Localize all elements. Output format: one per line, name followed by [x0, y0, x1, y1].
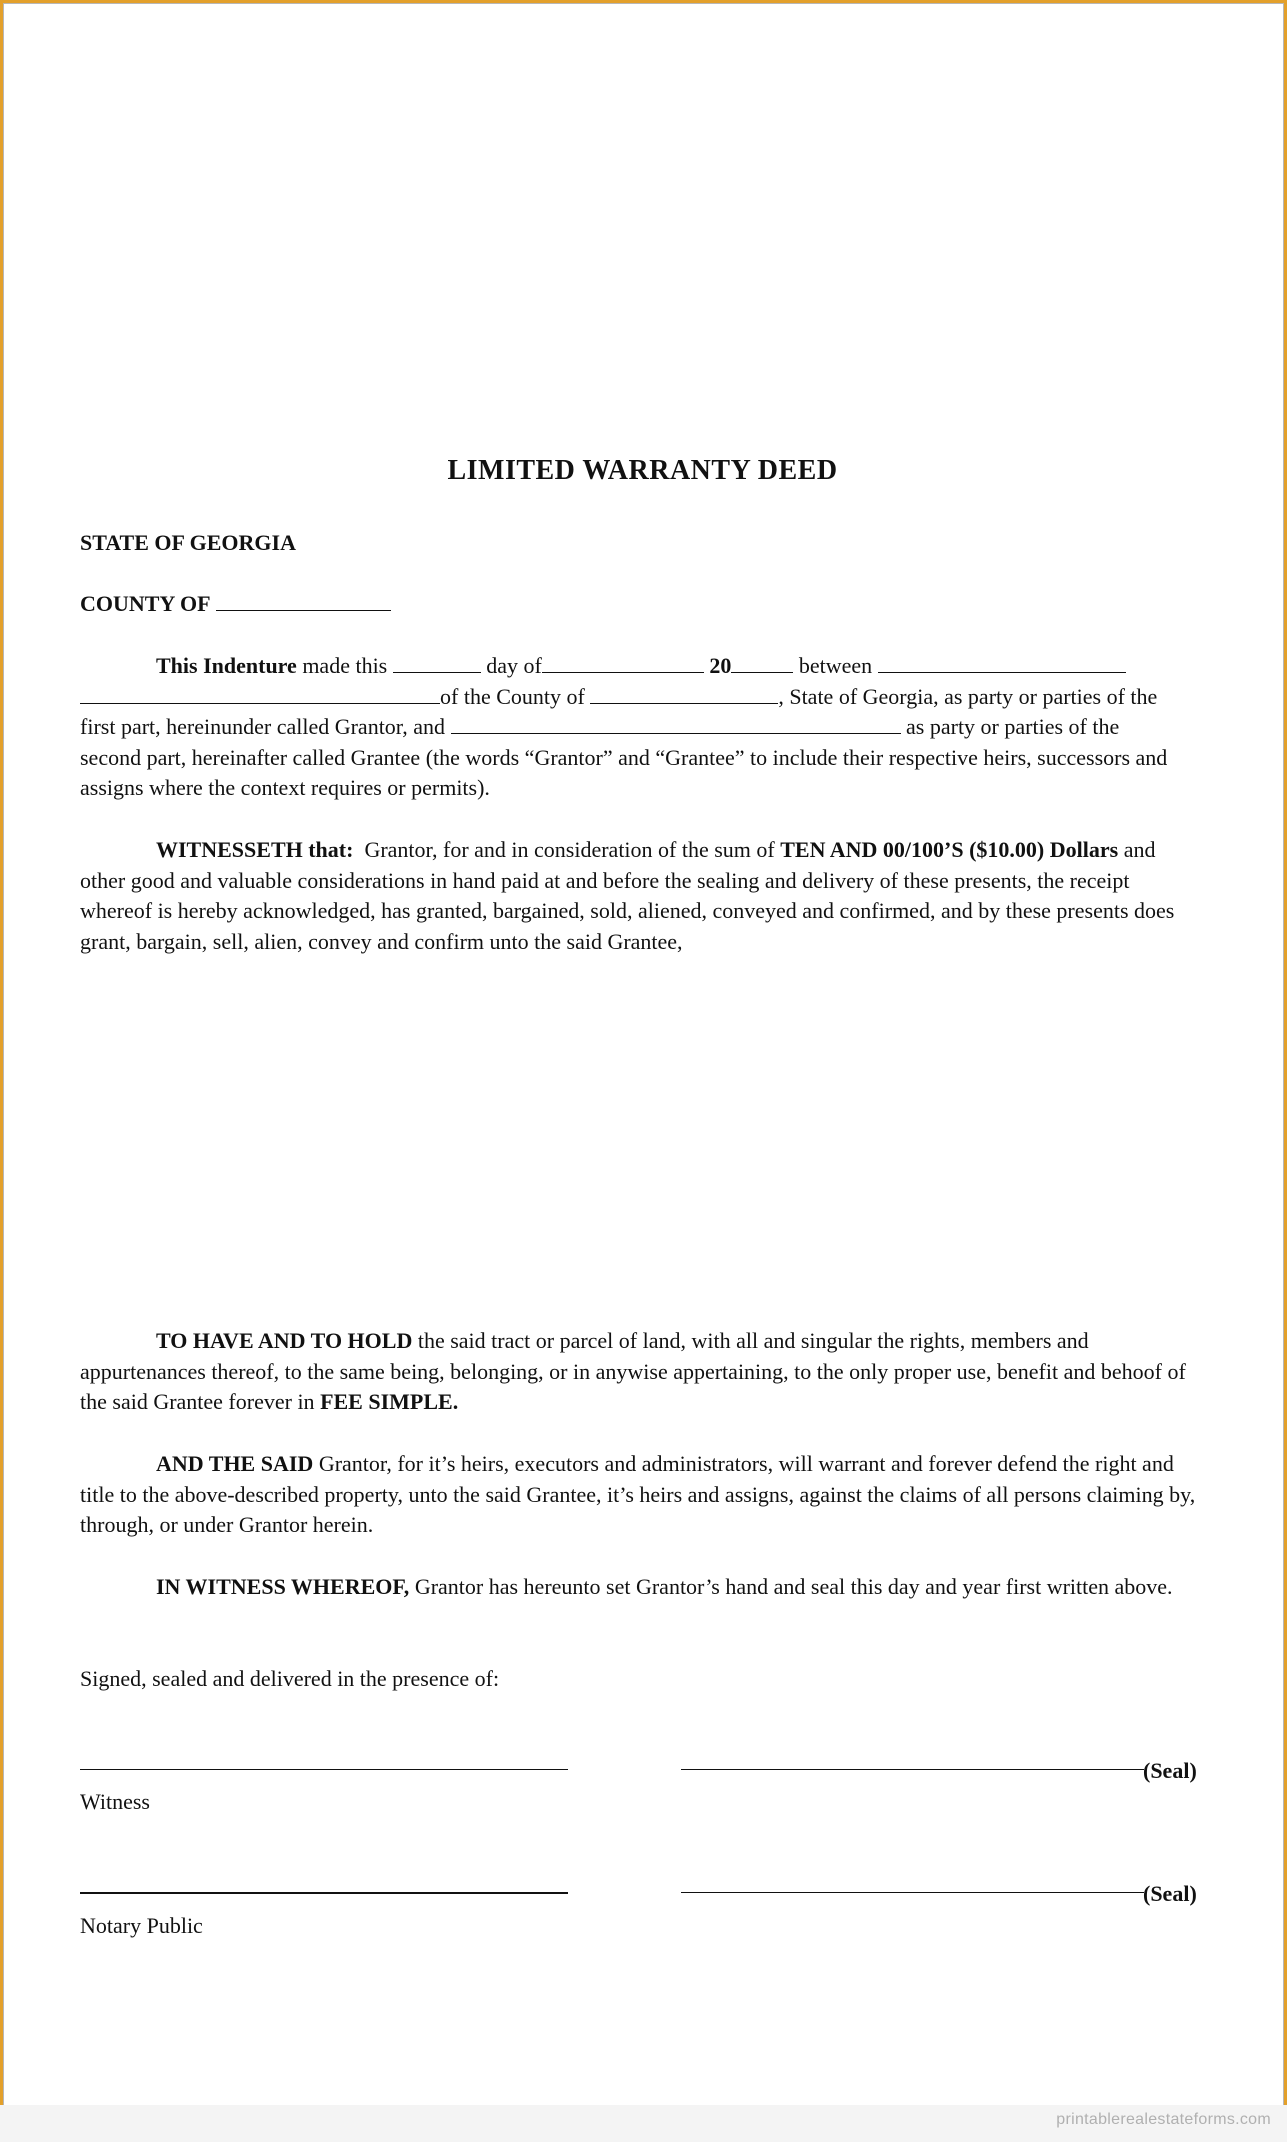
grantor-county-blank[interactable]	[590, 702, 778, 704]
year-blank[interactable]	[731, 671, 793, 673]
document-title: LIMITED WARRANTY DEED	[447, 455, 838, 486]
notary-signature-line[interactable]	[80, 1891, 568, 1894]
county-heading: COUNTY OF	[80, 589, 391, 620]
county-blank[interactable]	[216, 609, 391, 611]
indenture-line-1: This Indenture made this day of 20 between	[80, 651, 1205, 682]
signed-statement: Signed, sealed and delivered in the presence of:	[80, 1666, 500, 1691]
indenture-line-4: second part, hereinafter called Grantee (the words “Grantor” and “Grantee” to include their respective heirs, successors and assigns where the context requires or permits).	[80, 744, 1168, 800]
witness-signature-line[interactable]	[80, 1768, 568, 1770]
month-blank[interactable]	[542, 671, 704, 673]
indenture-paragraph	[80, 651, 1205, 804]
warranty-paragraph: AND THE SAID Grantor, for it’s heirs, executors and administrators, will warrant and forever defend the right and title to the above-described property, unto the said Grantee, it’s heirs and assigns, against the claims of all persons claiming by, through, or under Grantor herein.	[80, 1451, 1196, 1537]
seal-label-1: (Seal)	[1143, 1758, 1197, 1783]
indenture-line-2: of the County of , State of Georgia, as party or parties of the	[80, 682, 1205, 713]
habendum-paragraph: TO HAVE AND TO HOLD the said tract or parcel of land, with all and singular the rights, members and appurtenances thereof, to the same being, belonging, or in anywise appertaining, to the only proper use, benefit and behoof of the said Grantee forever in FEE SIMPLE.	[80, 1328, 1186, 1414]
testimonium-paragraph: IN WITNESS WHEREOF, Grantor has hereunto set Grantor’s hand and seal this day and year first written above.	[156, 1574, 1173, 1599]
grantor-signature-line-2[interactable]	[681, 1891, 1144, 1893]
notary-label: Notary Public	[80, 1913, 203, 1938]
indenture-line-3: first part, hereinunder called Grantor, and as party or parties of the	[80, 714, 1120, 739]
witnesseth-paragraph: WITNESSETH that: Grantor, for and in consideration of the sum of TEN AND 00/100’S ($10.00) Dollars and other good and valuable considerations in hand paid at and before the sealing and delivery of these presents, the receipt whereof is hereby acknowledged, has granted, bargained, sold, aliened, conveyed and confirmed, and by these presents does grant, bargain, sell, alien, convey and confirm unto the said Grantee,	[80, 837, 1175, 954]
watermark-text: printablerealestateforms.com	[1056, 2111, 1271, 2128]
day-blank[interactable]	[393, 671, 481, 673]
seal-label-2: (Seal)	[1143, 1881, 1197, 1906]
grantor-name-blank-2[interactable]	[80, 702, 440, 704]
grantor-signature-line-1[interactable]	[681, 1768, 1144, 1770]
grantee-name-blank[interactable]	[451, 732, 901, 734]
state-heading: STATE OF GEORGIA	[80, 530, 296, 555]
witness-label: Witness	[80, 1789, 150, 1814]
grantor-name-blank[interactable]	[878, 671, 1126, 673]
